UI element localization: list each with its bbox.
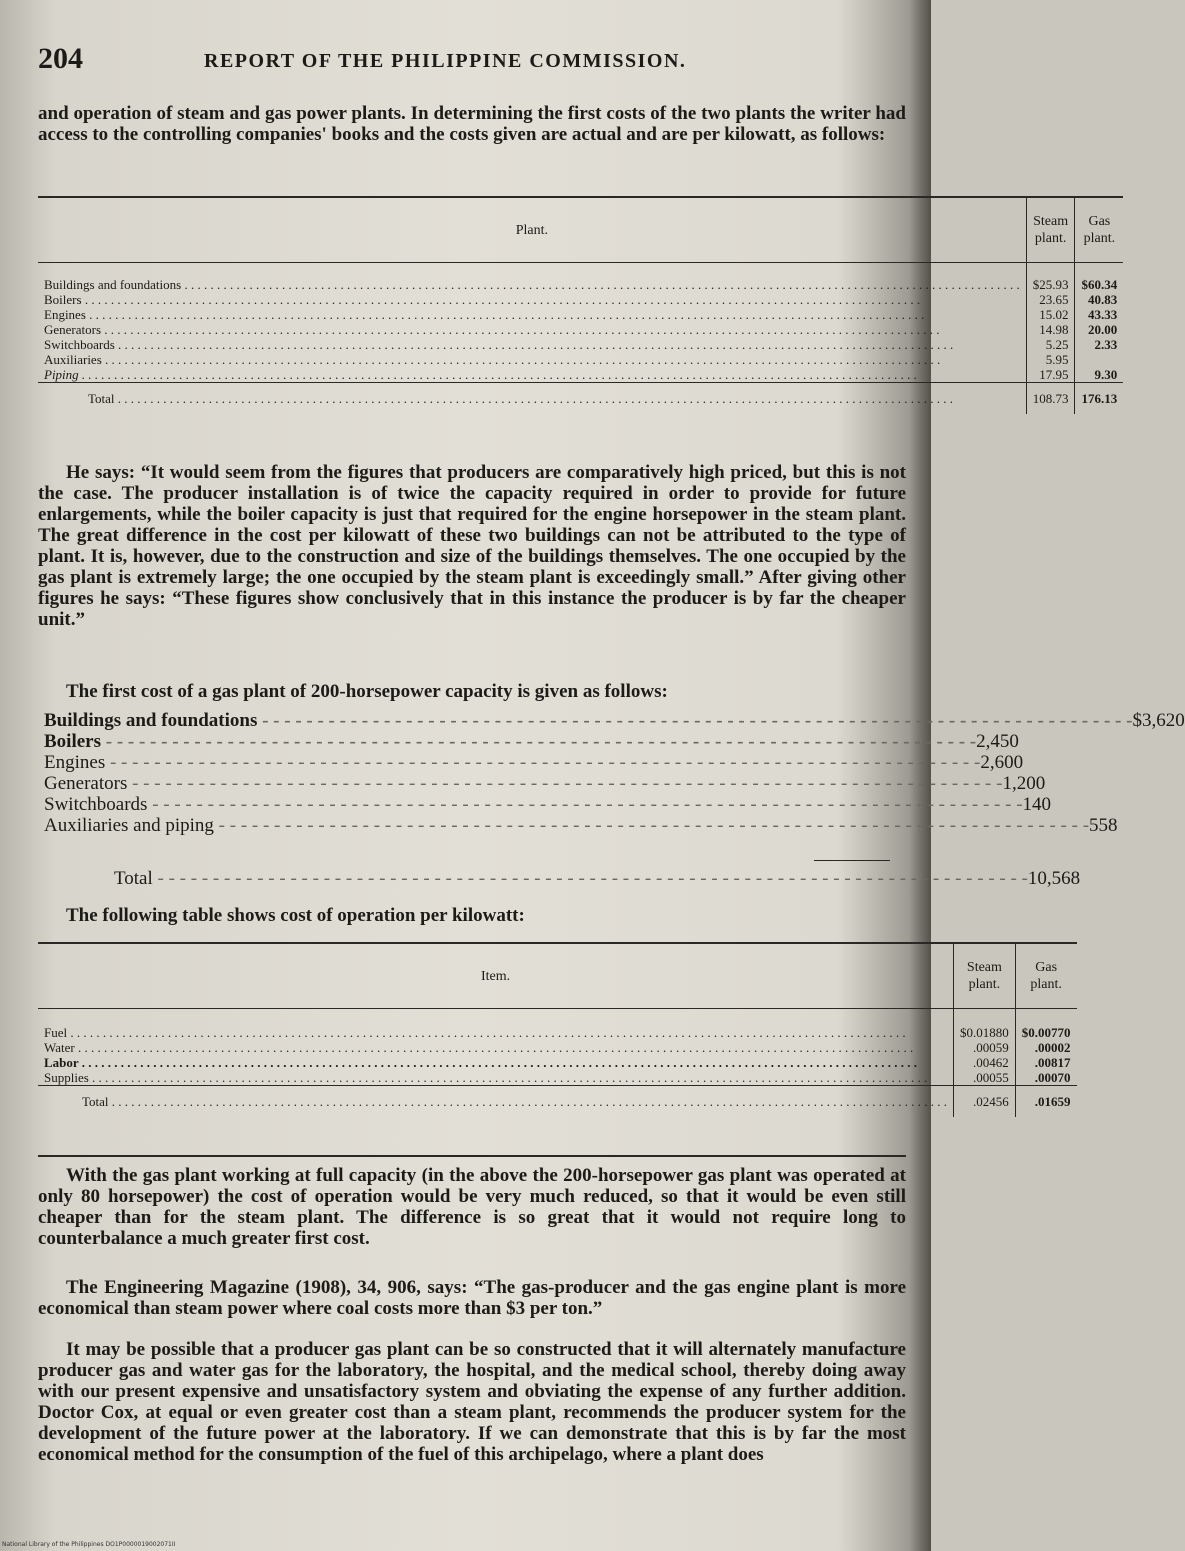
- table1-steam-value: $25.93: [1026, 263, 1075, 293]
- list-item-value: 558: [1089, 815, 1118, 836]
- list-item-label: Auxiliaries and piping - - -: [44, 815, 1089, 836]
- possible-paragraph: It may be possible that a producer gas plant can be so constructed that it will alternately manufacture producer gas and water gas for the laboratory, the hospital, and the medical school, thereby doing away with our present expensive and unsatisfactory system and obviating the expense of any further addition. Doctor Cox, at equal or even greater cost than a steam plant, recommends the producer system for the development of the future power at the laboratory. If we can demonstrate that this is by far the most economical method for the consumption of the fuel of this archipelago, where a plant does: [38, 1339, 906, 1465]
- first-cost-intro: The first cost of a gas plant of 200-horsepower capacity is given as follows:: [66, 681, 668, 702]
- list-item: [44, 868, 1081, 889]
- table1-item: Piping . . .: [38, 367, 1026, 383]
- table1-steam-value: 23.65: [1026, 292, 1075, 307]
- list-item-value: 2,450: [976, 731, 1019, 752]
- table2-item: Water . . .: [38, 1040, 954, 1055]
- list-item-label: Buildings and foundations - - -: [44, 710, 1132, 731]
- table1-item: Engines . . .: [38, 307, 1026, 322]
- table1-header-gas: Gas plant.: [1075, 197, 1123, 263]
- table-row: [38, 1009, 1077, 1041]
- table-row: [38, 367, 1123, 383]
- table-row: [38, 1055, 1077, 1070]
- table2-item: Supplies . . .: [38, 1070, 954, 1086]
- operation-intro: The following table shows cost of operation per kilowatt:: [66, 905, 525, 926]
- table1-total-steam: 108.73: [1026, 383, 1075, 415]
- table1-total-row: [38, 383, 1123, 415]
- list-item-label: Switchboards - - -: [44, 794, 1023, 815]
- table1-item: Generators . . .: [38, 322, 1026, 337]
- table1-gas-value: $60.34: [1075, 263, 1123, 293]
- table1-item: Auxiliaries . . .: [38, 352, 1026, 367]
- table-row: [38, 1040, 1077, 1055]
- list-item-value: 2,600: [980, 752, 1024, 773]
- table2-header-item: Item.: [38, 943, 954, 1009]
- table1-gas-value: 9.30: [1075, 367, 1123, 383]
- table1-header-steam: Steam plant.: [1026, 197, 1075, 263]
- table2-steam-value: $0.01880: [954, 1009, 1016, 1041]
- table1-gas-value: 2.33: [1075, 337, 1123, 352]
- scan-footer: National Library of the Philippines DO1P0000019002071II: [2, 1541, 176, 1548]
- table2-gas-value: .00817: [1015, 1055, 1076, 1070]
- list-item-label: Generators - - -: [44, 773, 1002, 794]
- table2-gas-value: .00002: [1015, 1040, 1076, 1055]
- page-number: 204: [38, 42, 83, 75]
- table1-gas-value: 43.33: [1075, 307, 1123, 322]
- table-row: [38, 322, 1123, 337]
- list-item: [44, 710, 1185, 731]
- table1-item: Boilers . . .: [38, 292, 1026, 307]
- list-total-value: 10,568: [1027, 868, 1081, 889]
- table2-total-gas: .01659: [1015, 1086, 1076, 1118]
- full-capacity-paragraph: With the gas plant working at full capacity (in the above the 200-horsepower gas plant was operated at only 80 horsepower) the cost of operation would be very much reduced, so that it would be even still cheaper than for the steam plant. The difference is so great that it would not require long to counterbalance a much greater first cost.: [38, 1165, 906, 1249]
- table2-steam-value: .00462: [954, 1055, 1016, 1070]
- table1-header-plant: Plant.: [38, 197, 1026, 263]
- table-row: [38, 263, 1123, 293]
- table1-item: Buildings and foundations . . .: [38, 263, 1026, 293]
- table2-steam-value: .00055: [954, 1070, 1016, 1086]
- list-item: [44, 731, 1019, 752]
- table-row: [38, 292, 1123, 307]
- list-item: [44, 815, 1118, 836]
- table1-steam-value: 5.95: [1026, 352, 1075, 367]
- list-item: [44, 794, 1052, 815]
- table1-steam-value: 17.95: [1026, 367, 1075, 383]
- page-header: [38, 42, 898, 82]
- table2-steam-value: .00059: [954, 1040, 1016, 1055]
- intro-paragraph: and operation of steam and gas power plants. In determining the first costs of the two plants the writer had access to the controlling companies' books and the costs given are actual and are per kilowatt, as follows:: [38, 103, 906, 145]
- table1-steam-value: 15.02: [1026, 307, 1075, 322]
- table2-total-row: [38, 1086, 1077, 1118]
- first-cost-table: [38, 196, 1123, 414]
- table2-bottom-rule: [38, 1155, 906, 1157]
- table2-item: Labor . . .: [38, 1055, 954, 1070]
- list-total-label: Total - - -: [44, 868, 1028, 889]
- gas-plant-first-cost-total: [44, 868, 1081, 889]
- list-item: [44, 752, 1024, 773]
- table2-header-gas: Gas plant.: [1015, 943, 1076, 1009]
- table1-steam-value: 14.98: [1026, 322, 1075, 337]
- table2-header-steam: Steam plant.: [954, 943, 1016, 1009]
- operation-cost-table: [38, 942, 1077, 1117]
- table2-item: Fuel . . .: [38, 1009, 954, 1041]
- table1-item: Switchboards . . .: [38, 337, 1026, 352]
- table-row: [38, 337, 1123, 352]
- total-rule: [814, 860, 890, 861]
- list-item-value: 1,200: [1002, 773, 1046, 794]
- table1-steam-value: 5.25: [1026, 337, 1075, 352]
- list-item-value: $3,620: [1132, 710, 1185, 731]
- list-item-label: Engines - - -: [44, 752, 980, 773]
- table2-total-label: Total . . .: [38, 1086, 954, 1118]
- engineering-magazine-paragraph: The Engineering Magazine (1908), 34, 906, says: “The gas-producer and the gas engine plant is more economical than steam power where coal costs more than $3 per ton.”: [38, 1277, 906, 1319]
- list-item-value: 140: [1022, 794, 1052, 815]
- table1-total-gas: 176.13: [1075, 383, 1123, 415]
- table1-gas-value: 20.00: [1075, 322, 1123, 337]
- he-says-paragraph: He says: “It would seem from the figures that producers are comparatively high priced, but this is not the case. The producer installation is of twice the capacity required in order to provide for future enlargements, while the boiler capacity is just that required for the engine horsepower in the steam plant. The great difference in the cost per kilowatt of these two buildings can not be attributed to the type of plant. It is, however, due to the construction and size of the buildings themselves. The one occupied by the gas plant is extremely large; the one occupied by the steam plant is exceedingly small.” After giving other figures he says: “These figures show conclusively that in this instance the producer is by far the cheaper unit.”: [38, 462, 906, 630]
- table-row: [38, 307, 1123, 322]
- table1-gas-value: 40.83: [1075, 292, 1123, 307]
- running-head: REPORT OF THE PHILIPPINE COMMISSION.: [204, 50, 687, 72]
- table2-gas-value: $0.00770: [1015, 1009, 1076, 1041]
- table-row: [38, 352, 1123, 367]
- table1-total-label: Total . . .: [38, 383, 1026, 415]
- table1-gas-value: [1075, 352, 1123, 367]
- list-item-label: Boilers - - -: [44, 731, 976, 752]
- table2-gas-value: .00070: [1015, 1070, 1076, 1086]
- list-item: [44, 773, 1046, 794]
- gas-plant-first-cost-list: [44, 710, 1185, 836]
- table-row: [38, 1070, 1077, 1086]
- table2-total-steam: .02456: [954, 1086, 1016, 1118]
